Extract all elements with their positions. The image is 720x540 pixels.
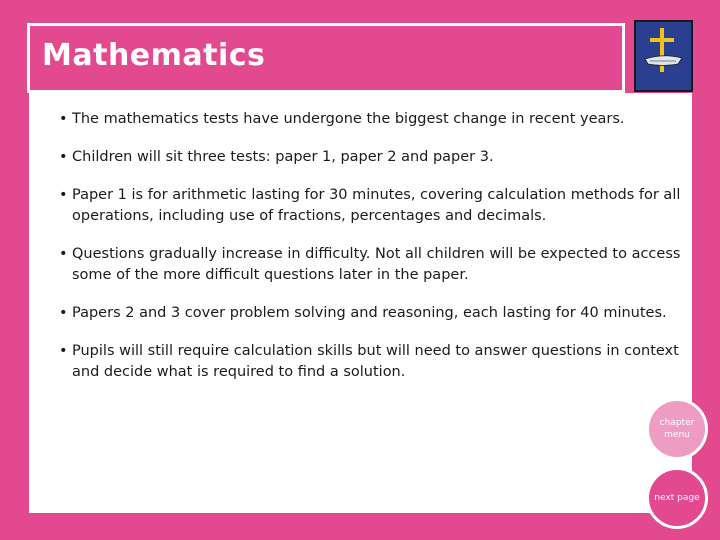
bullet-dot: • bbox=[59, 149, 68, 165]
bullet-text: Questions gradually increase in difficulty. Not all children will be expected to access some of the more difficult questions later in the paper. bbox=[72, 246, 681, 283]
bullet-item bbox=[59, 303, 684, 324]
bullet-text: Papers 2 and 3 cover problem solving and reasoning, each lasting for 40 minutes. bbox=[72, 305, 667, 321]
chapter-menu-label: chapter menu bbox=[659, 418, 695, 440]
bullet-dot: • bbox=[59, 305, 68, 321]
bullet-text: Pupils will still require calculation skills but will need to answer questions in context and decide what is required to find a solution. bbox=[72, 343, 679, 380]
bullet-item bbox=[59, 244, 684, 286]
title-frame bbox=[27, 23, 625, 93]
next-page-button[interactable] bbox=[646, 467, 708, 529]
school-logo bbox=[634, 20, 693, 92]
bullet-dot: • bbox=[59, 111, 68, 127]
chapter-menu-button[interactable] bbox=[646, 398, 708, 460]
bullet-list bbox=[59, 109, 684, 400]
bullet-dot: • bbox=[59, 246, 68, 262]
bullet-dot: • bbox=[59, 343, 68, 359]
bullet-text: The mathematics tests have undergone the biggest change in recent years. bbox=[72, 111, 625, 127]
bullet-item bbox=[59, 341, 684, 383]
bullet-item bbox=[59, 109, 684, 130]
bullet-item bbox=[59, 147, 684, 168]
content-panel bbox=[29, 93, 692, 513]
bullet-text: Paper 1 is for arithmetic lasting for 30 minutes, covering calculation methods for all operations, including use of fractions, percentages and decimals. bbox=[72, 187, 681, 224]
bullet-dot: • bbox=[59, 187, 68, 203]
bullet-text: Children will sit three tests: paper 1, paper 2 and paper 3. bbox=[72, 149, 494, 165]
cross-and-ship-icon bbox=[636, 22, 691, 90]
bullet-item bbox=[59, 185, 684, 227]
page-title: Mathematics bbox=[42, 38, 266, 73]
next-page-label: next page bbox=[654, 493, 700, 503]
